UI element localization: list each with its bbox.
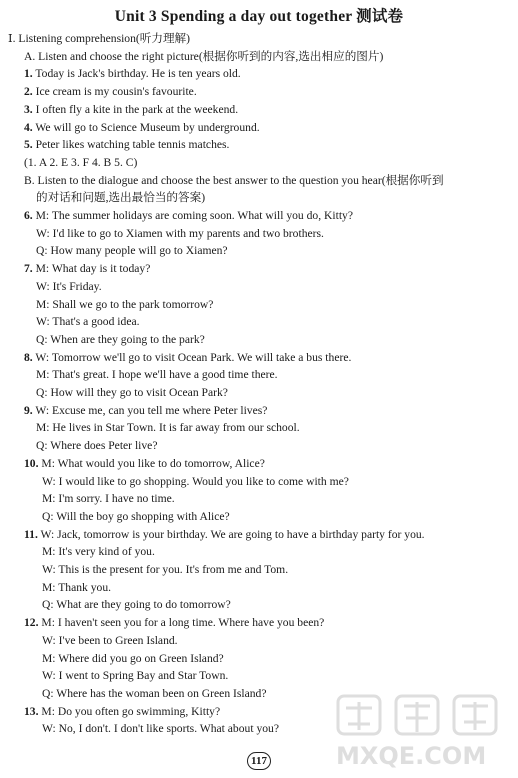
- text-line: [42, 650, 224, 667]
- line-text: W: I went to Spring Bay and Star Town.: [42, 669, 229, 683]
- line-text: M: Shall we go to the park tomorrow?: [36, 297, 214, 311]
- line-text: W: Jack, tomorrow is your birthday. We are going to have a birthday party for you.: [37, 527, 425, 541]
- line-text: Q: How will they go to visit Ocean Park?: [36, 386, 228, 399]
- item-number: 4.: [24, 120, 33, 134]
- text-line: [42, 596, 231, 613]
- line-text: Ice cream is my cousin's favourite.: [32, 85, 197, 99]
- line-text: Ⅰ. Listening comprehension(听力理解): [8, 32, 190, 45]
- text-line: [36, 419, 300, 436]
- text-line: [24, 65, 241, 82]
- item-number: 13.: [24, 704, 39, 718]
- page-footer: [0, 752, 518, 770]
- text-line: [36, 384, 228, 401]
- text-line: [24, 48, 383, 65]
- page-number: 117: [247, 752, 271, 770]
- text-line: [42, 632, 178, 649]
- line-text: Q: Where does Peter live?: [36, 439, 158, 453]
- text-line: [42, 685, 267, 702]
- text-line: [24, 526, 425, 543]
- line-text: W: I've been to Green Island.: [42, 633, 178, 647]
- line-text: Q: Will the boy go shopping with Alice?: [42, 509, 230, 523]
- line-text: Today is Jack's birthday. He is ten years old.: [32, 67, 241, 81]
- line-text: M: Where did you go on Green Island?: [42, 651, 224, 665]
- svg-text:MXQE.COM: MXQE.COM: [336, 742, 487, 770]
- text-line: [36, 189, 205, 206]
- line-text: M: What would you like to do tomorrow, Alice?: [38, 456, 265, 470]
- item-number: 5.: [24, 138, 33, 152]
- text-line: [36, 437, 157, 454]
- item-number: 2.: [24, 85, 33, 99]
- text-line: [24, 136, 229, 153]
- line-text: A. Listen and choose the right picture(根据你听到的内容,选出相应的图片): [24, 49, 384, 63]
- text-line: [36, 296, 213, 313]
- line-text: M: Thank you.: [42, 580, 112, 594]
- line-text: M: I'm sorry. I have no time.: [42, 492, 175, 506]
- text-line: [42, 490, 175, 507]
- line-text: (1. A 2. E 3. F 4. B 5. C): [24, 155, 138, 169]
- item-number: 6.: [24, 209, 33, 222]
- page-title: Unit 3 Spending a day out together 测试卷: [114, 8, 404, 25]
- line-text: M: The summer holidays are coming soon. What will you do, Kitty?: [32, 209, 353, 222]
- line-text: Peter likes watching table tennis matches.: [32, 138, 230, 152]
- text-line: [42, 561, 288, 578]
- line-text: W: This is the present for you. It's from me and Tom.: [42, 563, 289, 576]
- text-line: [24, 455, 265, 472]
- text-line: [36, 225, 324, 242]
- item-number: 10.: [24, 456, 39, 470]
- line-text: Q: How many people will go to Xiamen?: [36, 244, 228, 258]
- text-line: [8, 30, 190, 47]
- line-text: Q: What are they going to do tomorrow?: [42, 598, 231, 612]
- text-line: [42, 508, 230, 525]
- text-line: [24, 154, 137, 171]
- line-text: B. Listen to the dialogue and choose the best answer to the question you hear(根据你听到: [24, 173, 444, 187]
- text-line: [36, 242, 228, 259]
- item-number: 1.: [24, 67, 33, 81]
- text-line: [36, 313, 140, 330]
- text-line: [42, 579, 111, 596]
- line-text: 的对话和问题,选出最恰当的答案): [36, 191, 206, 205]
- text-line: [24, 703, 220, 720]
- line-text: I often fly a kite in the park at the weekend.: [32, 102, 239, 116]
- line-text: W: That's a good idea.: [36, 315, 140, 329]
- text-line: [42, 473, 349, 490]
- text-line: [36, 278, 102, 295]
- line-text: W: Tomorrow we'll go to visit Ocean Park. We will take a bus there.: [32, 350, 352, 364]
- line-text: M: Do you often go swimming, Kitty?: [38, 704, 221, 718]
- text-line: [42, 720, 279, 737]
- text-line: [24, 83, 197, 100]
- text-line: [24, 614, 324, 631]
- line-text: M: It's very kind of you.: [42, 545, 155, 559]
- line-text: M: That's great. I hope we'll have a good time there.: [36, 368, 278, 382]
- text-line: [24, 349, 351, 366]
- text-line: [24, 402, 267, 419]
- item-number: 11.: [24, 527, 38, 541]
- line-text: W: Excuse me, can you tell me where Peter lives?: [32, 403, 268, 417]
- line-text: M: I haven't seen you for a long time. Where have you been?: [38, 616, 325, 630]
- line-text: Q: Where has the woman been on Green Island?: [42, 686, 267, 700]
- line-text: Q: When are they going to the park?: [36, 332, 205, 346]
- text-line: [24, 101, 238, 118]
- line-text: W: I would like to go shopping. Would you like to come with me?: [42, 474, 349, 488]
- text-line: [36, 331, 205, 348]
- item-number: 8.: [24, 350, 33, 364]
- line-text: W: It's Friday.: [36, 279, 102, 293]
- text-line: [24, 172, 444, 189]
- line-text: M: What day is it today?: [32, 262, 151, 276]
- text-line: [24, 207, 353, 224]
- item-number: 7.: [24, 262, 33, 276]
- line-text: W: No, I don't. I don't like sports. What about you?: [42, 722, 279, 736]
- item-number: 3.: [24, 102, 33, 116]
- line-text: W: I'd like to go to Xiamen with my parents and two brothers.: [36, 226, 324, 240]
- line-text: We will go to Science Museum by underground.: [32, 120, 260, 134]
- text-line: [42, 543, 155, 560]
- text-line: [24, 260, 150, 277]
- text-line: [42, 667, 228, 684]
- text-line: [24, 119, 260, 136]
- item-number: 12.: [24, 616, 39, 630]
- line-text: M: He lives in Star Town. It is far away from our school.: [36, 421, 300, 435]
- item-number: 9.: [24, 403, 33, 417]
- text-line: [36, 366, 278, 383]
